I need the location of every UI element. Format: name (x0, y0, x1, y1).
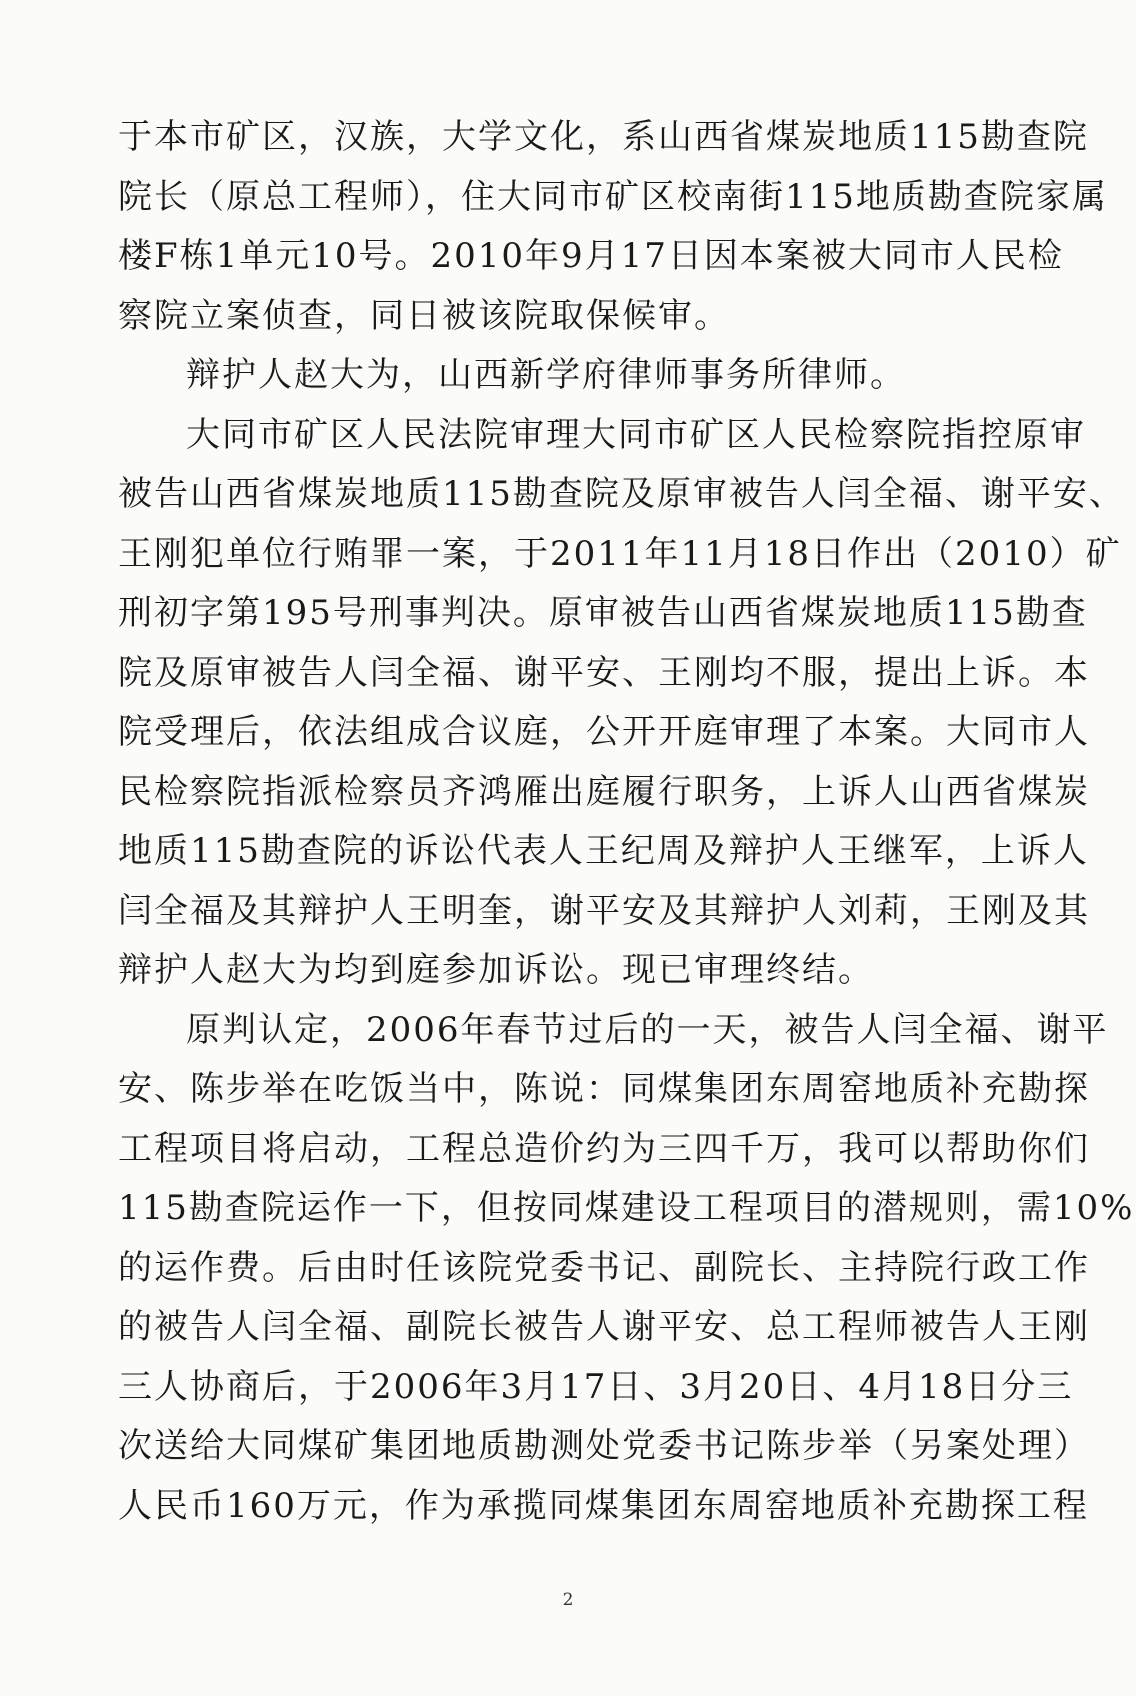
text-line: 的运作费。后由时任该院党委书记、副院长、主持院行政工作 (118, 1247, 1090, 1288)
text-line: 人民币160万元，作为承揽同煤集团东周窑地质补充勘探工程 (118, 1485, 1089, 1526)
text-line: 次送给大同煤矿集团地质勘测处党委书记陈步举（另案处理） (118, 1426, 1090, 1466)
text-line: 刑初字第195号刑事判决。原审被告山西省煤炭地质115勘查 (118, 593, 1088, 633)
text-line: 安、陈步举在吃饭当中，陈说：同煤集团东周窑地质补充勘探 (118, 1069, 1090, 1109)
text-line: 三人协商后，于2006年3月17日、3月20日、4月18日分三 (118, 1366, 1074, 1407)
text-line: 楼F栋1单元10号。2010年9月17日因本案被大同市人民检 (118, 236, 1064, 276)
text-line: 辩护人赵大为均到庭参加诉讼。现已审理终结。 (118, 950, 874, 990)
document-body (118, 108, 1135, 1536)
text-line: 闫全福及其辩护人王明奎，谢平安及其辩护人刘莉，王刚及其 (118, 890, 1090, 931)
text-line: 于本市矿区，汉族，大学文化，系山西省煤炭地质115勘查院 (118, 117, 1089, 157)
text-line: 115勘查院运作一下，但按同煤建设工程项目的潜规则，需10% (118, 1188, 1135, 1228)
paragraph-start-line: 辩护人赵大为，山西新学府律师事务所律师。 (186, 355, 906, 395)
paragraph-start-line: 原判认定，2006年春节过后的一天，被告人闫全福、谢平 (186, 1009, 1109, 1050)
text-line: 王刚犯单位行贿罪一案，于2011年11月18日作出（2010）矿 (118, 533, 1122, 574)
text-line: 院受理后，依法组成合议庭，公开开庭审理了本案。大同市人 (118, 712, 1090, 752)
text-line: 被告山西省煤炭地质115勘查院及原审被告人闫全福、谢平安、 (118, 474, 1125, 514)
text-line: 民检察院指派检察员齐鸿雁出庭履行职务，上诉人山西省煤炭 (118, 771, 1090, 812)
page-number: 2 (562, 1590, 574, 1610)
text-line: 工程项目将启动，工程总造价约为三四千万，我可以帮助你们 (118, 1128, 1090, 1169)
text-line: 院长（原总工程师），住大同市矿区校南街115地质勘查院家属 (118, 176, 1108, 217)
text-line: 察院立案侦查，同日被该院取保候审。 (118, 295, 730, 336)
text-line: 地质115勘查院的诉讼代表人王纪周及辩护人王继军，上诉人 (118, 831, 1089, 871)
text-line: 的被告人闫全福、副院长被告人谢平安、总工程师被告人王刚 (118, 1307, 1090, 1347)
text-line: 院及原审被告人闫全福、谢平安、王刚均不服，提出上诉。本 (118, 652, 1090, 693)
paragraph-start-line: 大同市矿区人民法院审理大同市矿区人民检察院指控原审 (186, 414, 1086, 455)
